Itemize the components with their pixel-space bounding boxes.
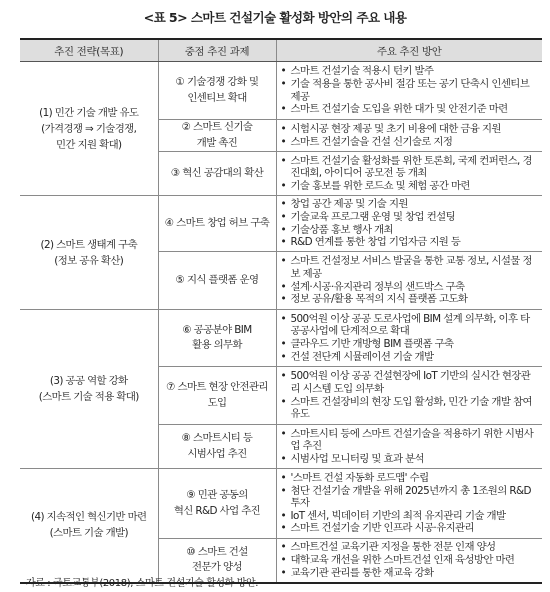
strategy-cell <box>20 469 158 583</box>
plan-list <box>277 123 539 148</box>
plan-item: • 시험시공 현장 제공 및 초기 비용에 대한 금융 지원 <box>277 123 539 136</box>
plan-list <box>277 428 539 466</box>
plan-list <box>277 65 539 115</box>
plan-item: • 창업 공간 제공 및 기술 지원 <box>277 198 539 211</box>
plan-cell <box>276 196 542 252</box>
task-cell <box>158 62 276 120</box>
strategy-name: (4) 지속적인 혁신기반 마련 <box>31 511 147 524</box>
table-row <box>20 62 542 120</box>
strategy-cell <box>20 196 158 310</box>
strategy-name: (1) 민간 기술 개발 유도 <box>39 106 139 119</box>
task-label: ⑩ 스마트 건설 전문가 양성 <box>186 545 248 574</box>
plan-list <box>277 472 539 535</box>
plan-item: • R&D 연계를 통한 창업 기업자금 지원 등 <box>277 236 539 249</box>
plan-item: • 기술상품 홍보 행사 개최 <box>277 224 539 237</box>
strategy-cell <box>20 310 158 469</box>
strategy-name: (3) 공공 역할 강화 <box>49 375 128 387</box>
column-header-strategy: 추진 전략(목표) <box>20 39 158 62</box>
plan-item: • 정보 공유/활용 목적의 지식 플랫폼 고도화 <box>277 293 539 306</box>
task-cell <box>158 120 276 152</box>
column-header-task: 중점 추진 과제 <box>158 39 276 62</box>
task-label: ⑤ 지식 플랫폼 운영 <box>175 273 259 286</box>
plan-list <box>277 370 539 420</box>
task-cell <box>158 152 276 196</box>
plan-cell <box>276 367 542 425</box>
strategy-cell <box>20 62 158 196</box>
plan-item: • 스마트 건설기술 기반 인프라 시공·유지관리 <box>277 522 539 535</box>
plan-cell <box>276 152 542 196</box>
column-header-plan: 주요 추진 방안 <box>276 39 542 62</box>
plan-item: • 스마트시티 등에 스마트 건설기술을 적용하기 위한 시범사업 추진 <box>277 428 539 453</box>
task-label: ① 기술경쟁 강화 및 인센티브 확대 <box>175 76 259 104</box>
task-label: ⑥ 공공분야 BIM 활용 의무화 <box>182 323 252 351</box>
plan-cell <box>276 425 542 469</box>
plan-cell <box>276 310 542 367</box>
table-row <box>20 469 542 539</box>
task-cell <box>158 367 276 425</box>
strategy-name: (2) 스마트 생태계 구축 <box>40 238 138 251</box>
plan-item: • 첨단 건설기술 개발을 위해 2025년까지 총 1조원의 R&D 투자 <box>277 485 539 510</box>
plan-item: • 스마트 건설기술을 건설 신기술로 지정 <box>277 136 539 149</box>
task-label: ⑦ 스마트 현장 안전관리 도입 <box>166 381 268 409</box>
plan-list <box>277 155 539 193</box>
table-row <box>20 310 542 367</box>
plan-item: • 스마트건설 교육기관 지정을 통한 전문 인재 양성 <box>277 541 539 554</box>
strategy-sub: (스마트 기술 적용 확대) <box>38 391 139 403</box>
plan-item: • 스마트 건설정보 서비스 발굴을 통한 교통 정보, 시설물 정보 제공 <box>277 255 539 280</box>
plan-item: • 500억원 이상 공공 건설현장에 IoT 기반의 실시간 현장관리 시스템 도입 의무화 <box>277 370 539 395</box>
strategy-sub: (정보 공유 확산) <box>54 254 124 267</box>
table-row <box>20 196 542 252</box>
plan-list <box>277 313 539 363</box>
plan-item: • 교육기관 관리를 통한 재교육 강화 <box>277 567 539 580</box>
plan-item: • 기술교육 프로그램 운영 및 창업 컨설팅 <box>277 211 539 224</box>
task-label: ③ 혁신 공감대의 확산 <box>170 166 264 179</box>
plan-item: • 스마트 건설기술 적용시 턴키 발주 <box>277 65 539 78</box>
plan-item: • 500억원 이상 공공 도로사업에 BIM 설계 의무화, 이후 타 공공사업에 단계적으로 확대 <box>277 313 539 338</box>
plan-item: • 건설 전단계 시뮬레이션 기술 개발 <box>277 351 539 364</box>
task-label: ④ 스마트 창업 허브 구축 <box>164 216 270 229</box>
plan-item: • 스마트 건설장비의 현장 도입 활성화, 민간 기술 개발 참여 유도 <box>277 396 539 421</box>
task-cell <box>158 196 276 252</box>
plan-item: • 시범사업 모니터링 및 효과 분석 <box>277 453 539 466</box>
header-row <box>20 39 542 62</box>
plan-cell <box>276 62 542 120</box>
plan-list <box>277 255 539 305</box>
task-label: ⑧ 스마트시티 등 시범사업 추진 <box>181 432 253 460</box>
plan-item: • 기술 적용을 통한 공사비 절감 또는 공기 단축시 인센티브 제공 <box>277 78 539 103</box>
plan-list <box>277 541 539 579</box>
strategy-table <box>20 38 542 584</box>
task-label: ② 스마트 신기술 개발 촉진 <box>181 121 253 149</box>
source-note: 자료 : 국토교통부(2018), 스마트 건설기술 활성화 방안. <box>26 578 258 589</box>
plan-item: • 스마트 건설기술 도입을 위한 대가 및 안전기준 마련 <box>277 103 539 116</box>
plan-item: • 기술 홍보를 위한 로드쇼 및 체험 공간 마련 <box>277 180 539 193</box>
plan-item: • 대학교육 개선을 위한 스마트건설 인재 육성방안 마련 <box>277 554 539 567</box>
plan-cell <box>276 469 542 539</box>
plan-item: • '스마트 건설 자동화 로드맵' 수립 <box>277 472 539 485</box>
plan-item: • IoT 센서, 빅데이터 기반의 최적 유지관리 기술 개발 <box>277 510 539 523</box>
strategy-sub: (스마트 기술 개발) <box>49 527 128 540</box>
plan-item: • 스마트 건설기술 활성화를 위한 토론회, 국제 컨퍼런스, 경진대회, 아이디어 공모전 등 개최 <box>277 155 539 180</box>
task-cell <box>158 310 276 367</box>
plan-item: • 설계·시공·유지관리 정부의 샌드박스 구축 <box>277 281 539 294</box>
task-cell <box>158 252 276 310</box>
task-label: ⑨ 민관 공동의 혁신 R&D 사업 추진 <box>173 489 261 517</box>
task-cell <box>158 469 276 539</box>
plan-cell <box>276 539 542 583</box>
strategy-sub: (가격경쟁 ⇒ 기술경쟁, 민간 지원 확대) <box>41 122 137 151</box>
plan-list <box>277 198 539 248</box>
plan-cell <box>276 120 542 152</box>
task-cell <box>158 425 276 469</box>
table-title: <표 5> 스마트 건설기술 활성화 방안의 주요 내용 <box>143 10 407 25</box>
plan-item: • 클라우드 기반 개방형 BIM 플랫폼 구축 <box>277 338 539 351</box>
plan-cell <box>276 252 542 310</box>
